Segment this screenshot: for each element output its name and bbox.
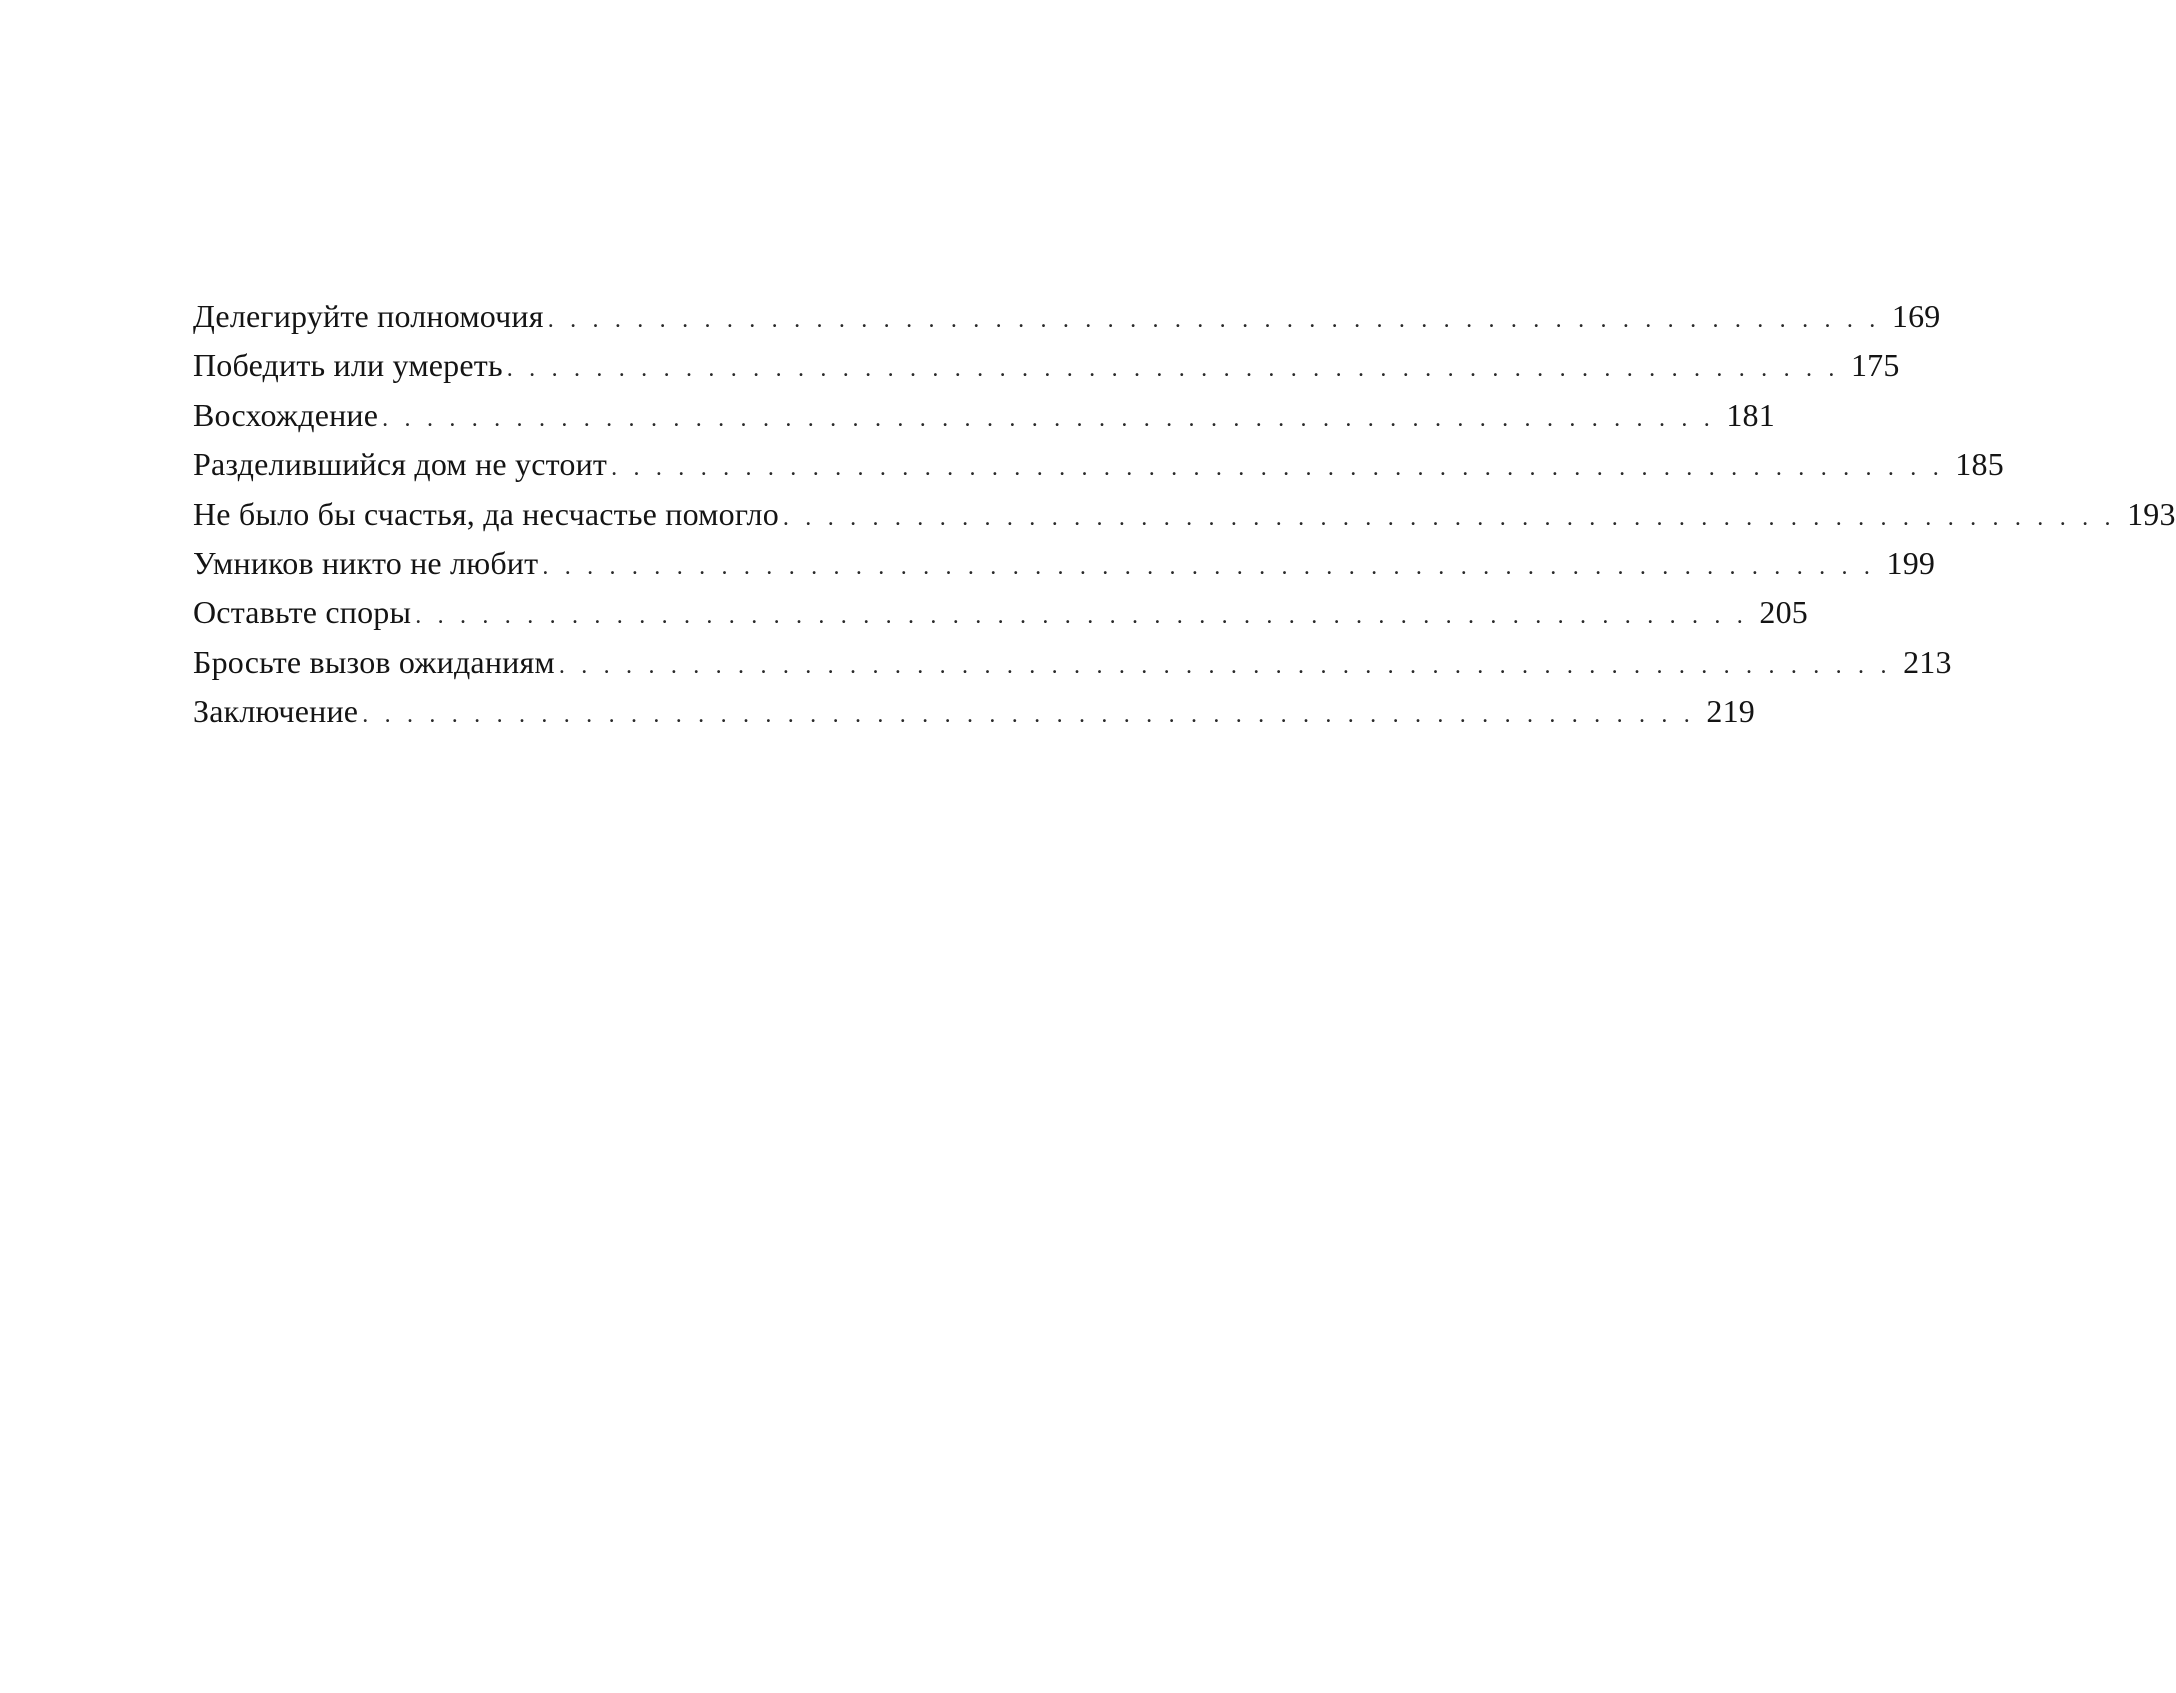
dot-leader: . . . . . . . . . . . . . . . . . . . . . . . . . . . . . . . . . . . . . . . . . . . . . . . . . . . . . . . . . . . . [382, 405, 1715, 432]
toc-entry-page-number: 213 [1903, 643, 1952, 680]
toc-entry-page-number: 169 [1891, 298, 1941, 334]
toc-entry [193, 495, 2176, 545]
dot-leader: . . . . . . . . . . . . . . . . . . . . . . . . . . . . . . . . . . . . . . . . . . . . . . . . . . . . . . . . . . . . [558, 652, 1892, 679]
toc-entry-page-number: 193 [2127, 495, 2176, 532]
toc-entry-title: Не было бы счастья, да несчастье помогло [193, 495, 779, 532]
toc-entry [193, 347, 1900, 396]
toc-entry-title: Победить или умереть [193, 347, 503, 384]
toc-entry [193, 298, 1941, 347]
toc-entry [193, 396, 1775, 446]
table-of-contents [193, 298, 2176, 743]
dot-leader: . . . . . . . . . . . . . . . . . . . . . . . . . . . . . . . . . . . . . . . . . . . . . . . . . . . . . . . . . . . . [542, 553, 1876, 580]
toc-entry-title: Заключение [193, 693, 359, 730]
toc-entry-page-number: 175 [1850, 347, 1900, 384]
dot-leader: . . . . . . . . . . . . . . . . . . . . . . . . . . . . . . . . . . . . . . . . . . . . . . . . . . . . . . . . . . . . [362, 702, 1695, 729]
toc-entry [193, 643, 1952, 693]
toc-entry-title: Разделившийся дом не устоит [193, 446, 608, 483]
toc-entry-title: Оставьте споры [193, 594, 412, 631]
toc-entry-page-number: 199 [1886, 544, 1936, 581]
toc-entry-page-number: 181 [1726, 396, 1775, 433]
toc-entry-title: Умников никто не любит [193, 544, 539, 581]
toc-entry-title: Делегируйте полномочия [193, 298, 544, 334]
dot-leader: . . . . . . . . . . . . . . . . . . . . . . . . . . . . . . . . . . . . . . . . . . . . . . . . . . . . . . . . . . . . [415, 603, 1749, 630]
dot-leader: . . . . . . . . . . . . . . . . . . . . . . . . . . . . . . . . . . . . . . . . . . . . . . . . . . . . . . . . . . . . [547, 307, 1881, 333]
toc-entry [193, 693, 1755, 742]
dot-leader: . . . . . . . . . . . . . . . . . . . . . . . . . . . . . . . . . . . . . . . . . . . . . . . . . . . . . . . . . . . . [782, 504, 2116, 531]
toc-entry-page-number: 219 [1706, 693, 1755, 730]
dot-leader: . . . . . . . . . . . . . . . . . . . . . . . . . . . . . . . . . . . . . . . . . . . . . . . . . . . . . . . . . . . . [506, 356, 1840, 383]
toc-entry [193, 544, 1936, 594]
toc-entry-title: Восхождение [193, 396, 379, 433]
toc-entry [193, 594, 1809, 643]
toc-entry-page-number: 185 [1955, 446, 2004, 483]
toc-entry [193, 446, 2004, 495]
toc-entry-page-number: 205 [1759, 594, 1809, 631]
toc-entry-title: Бросьте вызов ожиданиям [193, 643, 555, 680]
dot-leader: . . . . . . . . . . . . . . . . . . . . . . . . . . . . . . . . . . . . . . . . . . . . . . . . . . . . . . . . . . . . [611, 455, 1944, 482]
